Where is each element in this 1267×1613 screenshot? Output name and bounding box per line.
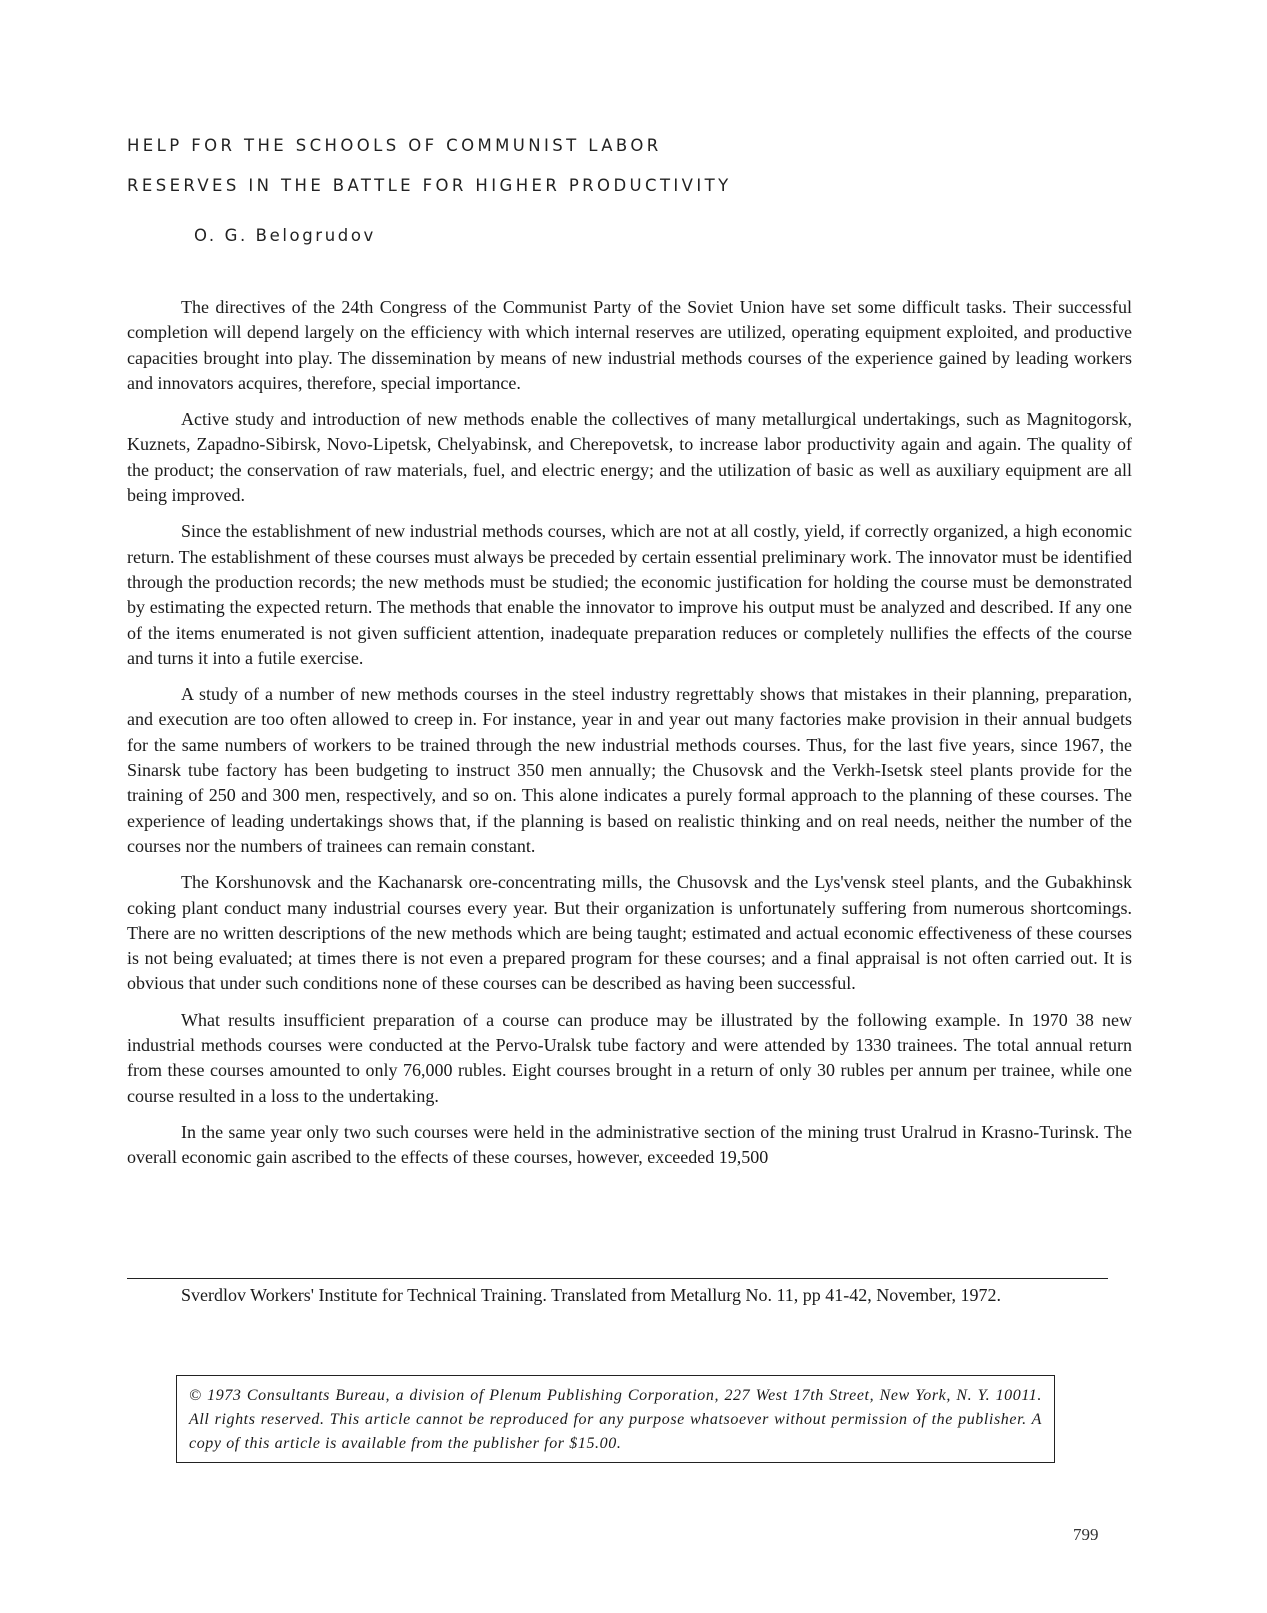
article-title-line-2: RESERVES IN THE BATTLE FOR HIGHER PRODUCTIVITY [127,176,732,195]
body-paragraph-1: The directives of the 24th Congress of the Communist Party of the Soviet Union have set some difficult tasks. Their successful completion will depend largely on the efficiency with which internal reserves are utilized, operating equipment exploited, and productive capacities brought into play. The dissemination by means of new industrial methods courses of the experience gained by leading workers and innovators acquires, therefore, special importance. [127,297,1132,393]
copyright-notice-box [176,1375,1055,1463]
footnote: Sverdlov Workers' Institute for Technical Training. Translated from Metallurg No. 11, pp 41-42, November, 1972. [181,1285,1002,1305]
body-paragraph-7: In the same year only two such courses were held in the administrative section of the mining trust Uralrud in Krasno-Turinsk. The overall economic gain ascribed to the effects of these courses, however, exceeded 19,500 [127,1121,1132,1168]
body-paragraph-2: Active study and introduction of new methods enable the collectives of many metallurgical undertakings, such as Magnitogorsk, Kuznets, Zapadno-Sibirsk, Novo-Lipetsk, Chelyabinsk, and Cherepovetsk, to increase labor productivity again and again. The quality of the product; the conservation of raw materials, fuel, and electric energy; and the utilization of basic as well as auxiliary equipment are all being improved. [127,409,1132,506]
body-paragraph-4: A study of a number of new methods courses in the steel industry regrettably shows that mistakes in their planning, preparation, and execution are too often allowed to creep in. For instance, year in and year out many factories make provision in their annual budgets for the same numbers of workers to be trained through the new industrial methods courses. Thus, for the last five years, since 1967, the Sinarsk tube factory has been budgeting to instruct 350 men annually; the Chusovsk and the Verkh-Isetsk steel plants provide for the training of 250 and 300 men, respectively, and so on. This alone indicates a purely formal approach to the planning of these courses. The experience of leading undertakings shows that, if the planning is based on realistic thinking and on real needs, neither the number of the courses nor the numbers of trainees can remain constant. [127,684,1132,856]
article-author: O. G. Belogrudov [194,226,376,245]
copyright-notice: © 1973 Consultants Bureau, a division of Plenum Publishing Corporation, 227 West 17th Street, New York, N. Y. 10011. All rights reserved. This article cannot be reproduced for any purpose whatsoever without permission of the publisher. A copy of this article is available from the publisher for $15.00. [189,1387,1042,1452]
footnote-divider [127,1278,1108,1279]
article-title-line-1: HELP FOR THE SCHOOLS OF COMMUNIST LABOR [127,136,662,155]
page-number: 799 [1073,1525,1099,1544]
body-paragraph-3: Since the establishment of new industrial methods courses, which are not at all costly, yield, if correctly organized, a high economic return. The establishment of these courses must always be preceded by certain essential preliminary work. The innovator must be identified through the production records; the new methods must be studied; the economic justification for holding the course must be demonstrated by estimating the expected return. The methods that enable the innovator to improve his output must be analyzed and described. If any one of the items enumerated is not given sufficient attention, inadequate preparation reduces or completely nullifies the effects of the course and turns it into a futile exercise. [127,521,1132,668]
body-paragraph-6: What results insufficient preparation of a course can produce may be illustrated by the following example. In 1970 38 new industrial methods courses were conducted at the Pervo-Uralsk tube factory and were attended by 1330 trainees. The total annual return from these courses amounted to only 76,000 rubles. Eight courses brought in a return of only 30 rubles per annum per trainee, while one course resulted in a loss to the undertaking. [127,1009,1132,1106]
body-paragraph-5: The Korshunovsk and the Kachanarsk ore-concentrating mills, the Chusovsk and the Lys'vensk steel plants, and the Gubakhinsk coking plant conduct many industrial courses every year. But their organization is unfortunately suffering from numerous shortcomings. There are no written descriptions of the new methods which are being taught; estimated and actual economic effectiveness of these courses is not being evaluated; at times there is not even a prepared program for these courses; and a final appraisal is not often carried out. It is obvious that under such conditions none of these courses can be described as having been successful. [127,872,1132,994]
article-body [127,295,1132,1182]
